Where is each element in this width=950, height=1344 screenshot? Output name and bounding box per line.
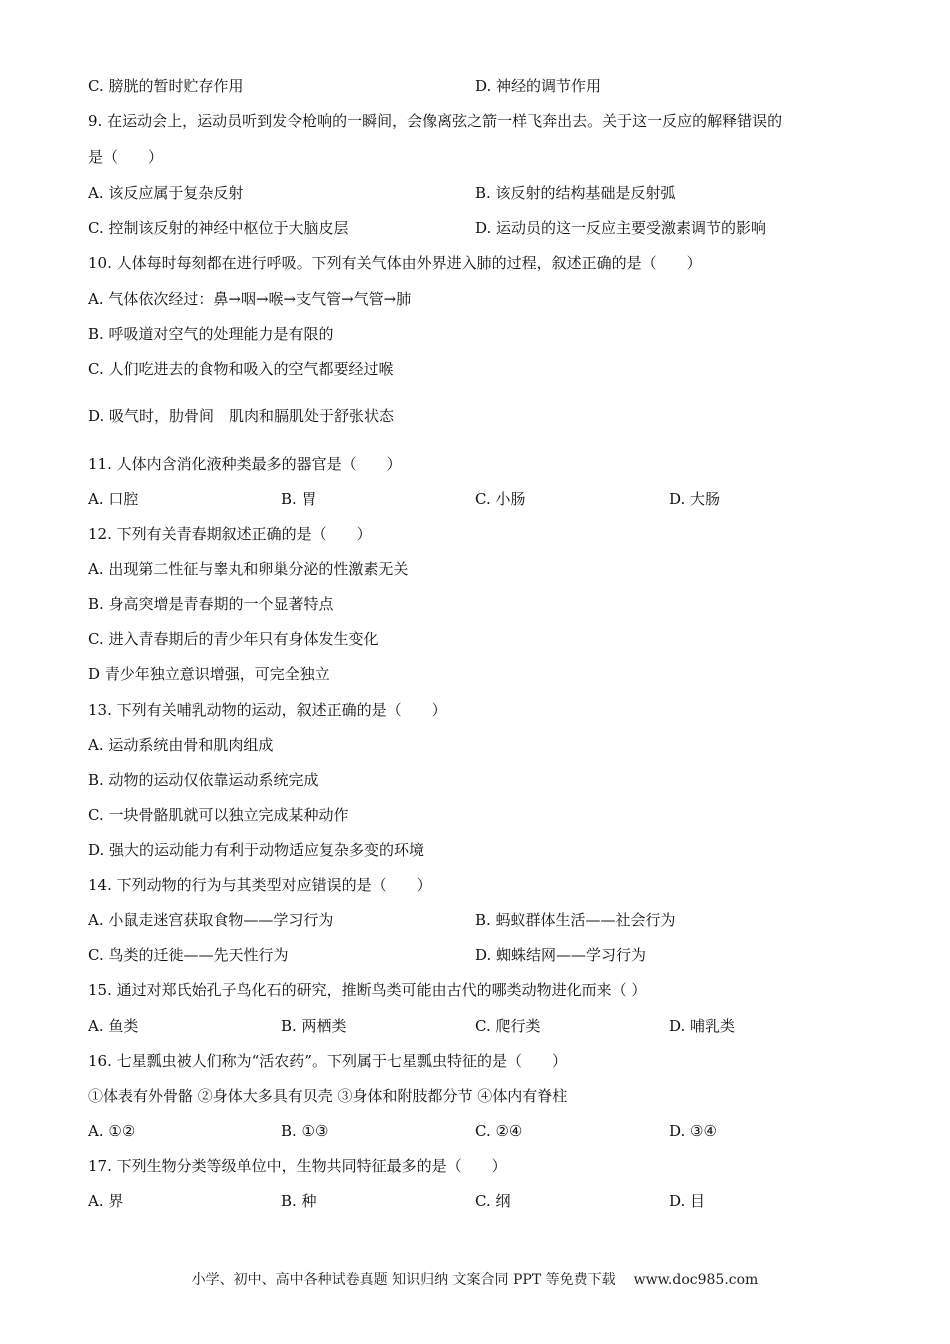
q10-stem: 10. 人体每时每刻都在进行呼吸。下列有关气体由外界进入肺的过程，叙述正确的是（ ）: [88, 254, 702, 272]
q12-option-a: A. 出现第二性征与睾丸和卵巢分泌的性激素无关: [88, 560, 409, 578]
q14-stem: 14. 下列动物的行为与其类型对应错误的是（ ）: [88, 876, 432, 894]
q17-stem: 17. 下列生物分类等级单位中，生物共同特征最多的是（ ）: [88, 1157, 507, 1175]
q16-items: ①体表有外骨骼 ②身体大多具有贝壳 ③身体和附肢都分节 ④体内有脊柱: [88, 1087, 568, 1105]
q15-option-c: C. 爬行类: [475, 1017, 541, 1035]
q16-stem: 16. 七星瓢虫被人们称为“活农药”。下列属于七星瓢虫特征的是（ ）: [88, 1052, 567, 1070]
footer-text: 小学、初中、高中各种试卷真题 知识归纳 文案合同 PPT 等免费下载: [191, 1272, 616, 1288]
q15-option-a: A. 鱼类: [88, 1017, 139, 1035]
q11-option-c: C. 小肠: [475, 490, 526, 508]
q14-option-d: D. 蜘蛛结网——学习行为: [475, 946, 647, 964]
q13-option-b: B. 动物的运动仅依靠运动系统完成: [88, 771, 319, 789]
q10-option-c: C. 人们吃进去的食物和吸入的空气都要经过喉: [88, 360, 394, 378]
q8-option-c: C. 膀胱的暂时贮存作用: [88, 77, 244, 95]
q17-option-a: A. 界: [88, 1192, 124, 1210]
q15-option-d: D. 哺乳类: [669, 1017, 736, 1035]
q11-option-d: D. 大肠: [669, 490, 721, 508]
q17-option-b: B. 种: [281, 1192, 317, 1210]
q13-option-a: A. 运动系统由骨和肌肉组成: [88, 736, 274, 754]
q13-option-d: D. 强大的运动能力有利于动物适应复杂多变的环境: [88, 841, 425, 859]
q9-stem-line2: 是（ ）: [88, 148, 164, 166]
q10-option-a: A. 气体依次经过：鼻→咽→喉→支气管→气管→肺: [88, 290, 412, 308]
q16-option-a: A. ①②: [88, 1122, 136, 1140]
q16-option-d: D. ③④: [669, 1122, 717, 1140]
q8-option-d: D. 神经的调节作用: [475, 77, 602, 95]
q11-stem: 11. 人体内含消化液种类最多的器官是（ ）: [88, 455, 402, 473]
q16-option-c: C. ②④: [475, 1122, 523, 1140]
q13-stem: 13. 下列有关哺乳动物的运动，叙述正确的是（ ）: [88, 701, 447, 719]
q15-option-b: B. 两栖类: [281, 1017, 347, 1035]
q9-option-b: B. 该反射的结构基础是反射弧: [475, 184, 676, 202]
q12-stem: 12. 下列有关青春期叙述正确的是（ ）: [88, 525, 372, 543]
q9-option-a: A. 该反应属于复杂反射: [88, 184, 244, 202]
q11-option-a: A. 口腔: [88, 490, 139, 508]
footer-url[interactable]: www.doc985.com: [633, 1272, 759, 1288]
q17-option-c: C. 纲: [475, 1192, 511, 1210]
q16-option-b: B. ①③: [281, 1122, 329, 1140]
q9-option-d: D. 运动员的这一反应主要受激素调节的影响: [475, 219, 767, 237]
q14-option-a: A. 小鼠走迷宫获取食物——学习行为: [88, 911, 334, 929]
q10-option-b: B. 呼吸道对空气的处理能力是有限的: [88, 325, 334, 343]
q15-stem: 15. 通过对郑氏始孔子鸟化石的研究，推断鸟类可能由古代的哪类动物进化而来（ ）: [88, 981, 647, 999]
q9-option-c: C. 控制该反射的神经中枢位于大脑皮层: [88, 219, 349, 237]
q13-option-c: C. 一块骨骼肌就可以独立完成某种动作: [88, 806, 349, 824]
q12-option-d: D 青少年独立意识增强，可完全独立: [88, 665, 330, 683]
q12-option-c: C. 进入青春期后的青少年只有身体发生变化: [88, 630, 379, 648]
q14-option-b: B. 蚂蚁群体生活——社会行为: [475, 911, 676, 929]
q10-option-d: D. 吸气时，肋骨间 肌肉和膈肌处于舒张状态: [88, 407, 395, 425]
q17-option-d: D. 目: [669, 1192, 706, 1210]
q11-option-b: B. 胃: [281, 490, 317, 508]
q9-stem-line1: 9. 在运动会上，运动员听到发令枪响的一瞬间，会像离弦之箭一样飞奔出去。关于这一反应的解释错误的: [88, 112, 783, 130]
page-footer: [0, 1270, 950, 1290]
q12-option-b: B. 身高突增是青春期的一个显著特点: [88, 595, 334, 613]
q14-option-c: C. 鸟类的迁徙——先天性行为: [88, 946, 289, 964]
